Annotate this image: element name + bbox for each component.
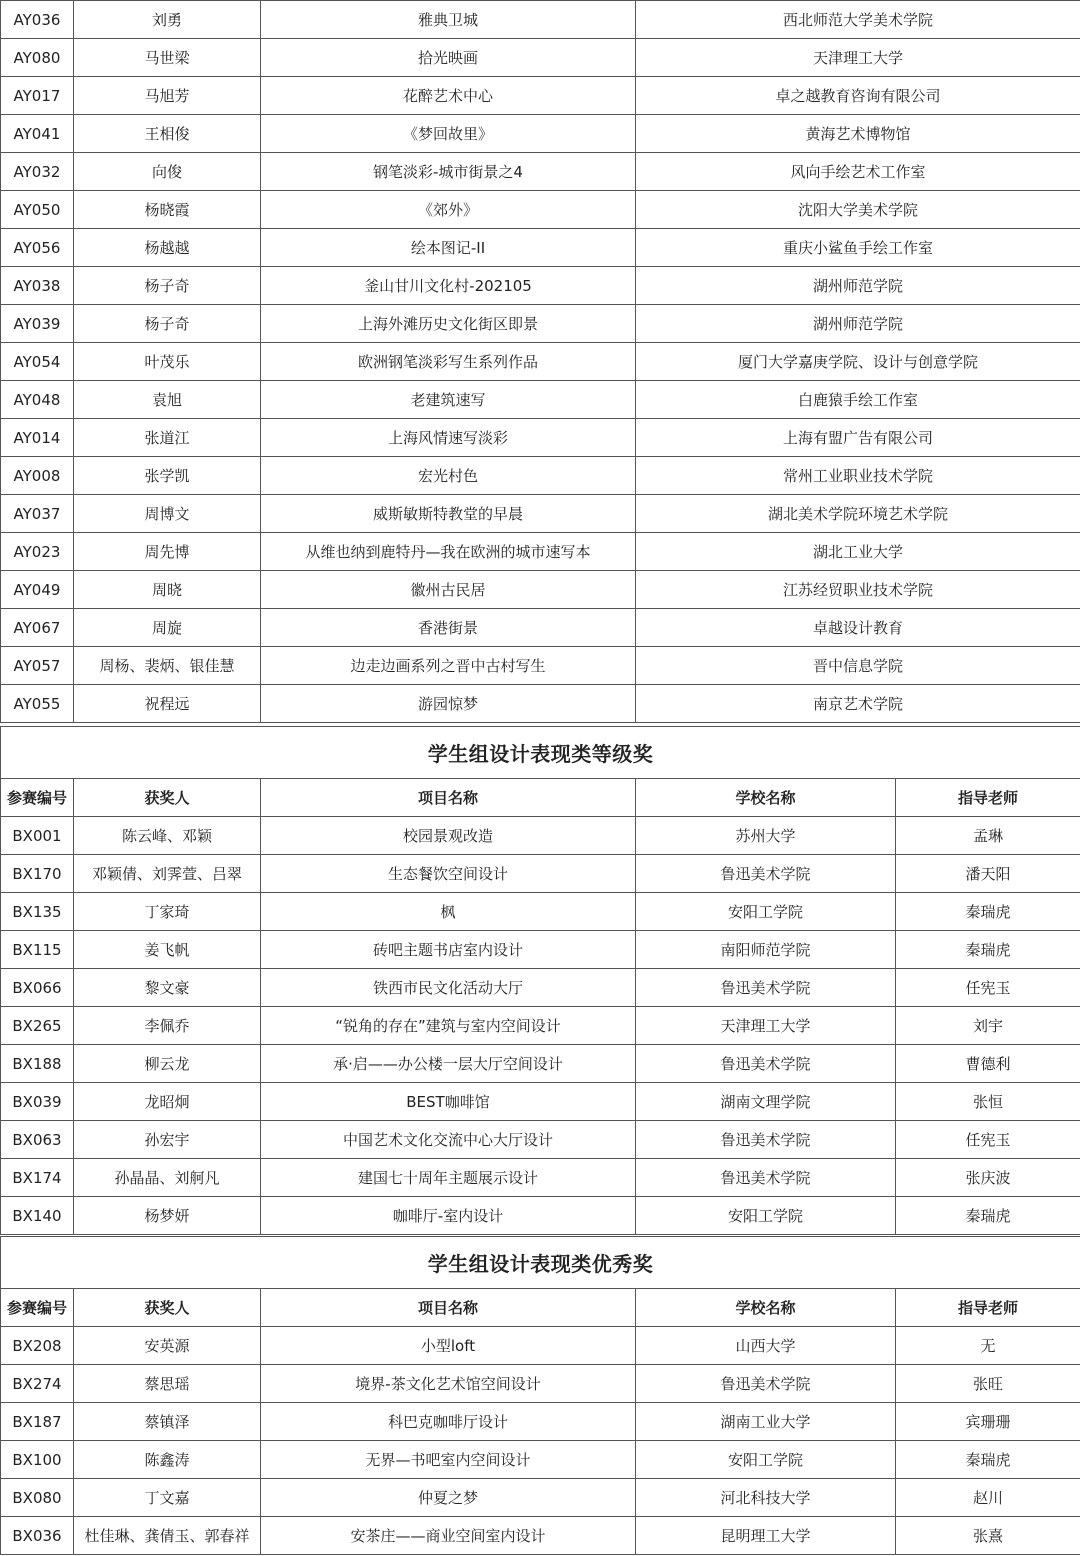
school-cell: 安阳工学院: [636, 1197, 896, 1235]
winner-cell: 王相俊: [74, 115, 261, 153]
winner-cell: 杨梦妍: [74, 1197, 261, 1235]
header-advisor: 指导老师: [896, 1289, 1080, 1327]
entry-id-cell: AY067: [1, 609, 74, 647]
school-cell: 黄海艺术博物馆: [636, 115, 1080, 153]
winner-cell: 蔡思瑶: [74, 1365, 261, 1403]
school-cell: 沈阳大学美术学院: [636, 191, 1080, 229]
table-row: [1, 39, 1080, 77]
school-cell: 鲁迅美术学院: [636, 1365, 896, 1403]
school-cell: 天津理工大学: [636, 39, 1080, 77]
school-cell: 湖南工业大学: [636, 1403, 896, 1441]
winner-cell: 丁文嘉: [74, 1479, 261, 1517]
advisor-cell: 任宪玉: [896, 969, 1080, 1007]
entry-id-cell: BX140: [1, 1197, 74, 1235]
winner-cell: 陈云峰、邓颖: [74, 817, 261, 855]
project-cell: 小型loft: [261, 1327, 636, 1365]
table-row: [1, 1083, 1080, 1121]
entry-id-cell: BX187: [1, 1403, 74, 1441]
school-cell: 鲁迅美术学院: [636, 855, 896, 893]
project-cell: 咖啡厅-室内设计: [261, 1197, 636, 1235]
entry-id-cell: BX188: [1, 1045, 74, 1083]
entry-id-cell: AY057: [1, 647, 74, 685]
winner-cell: 柳云龙: [74, 1045, 261, 1083]
project-cell: “锐角的存在”建筑与室内空间设计: [261, 1007, 636, 1045]
entry-id-cell: AY014: [1, 419, 74, 457]
header-row: [1, 779, 1080, 817]
table-row: [1, 1197, 1080, 1235]
advisor-cell: 秦瑞虎: [896, 1197, 1080, 1235]
winner-cell: 周博文: [74, 495, 261, 533]
school-cell: 河北科技大学: [636, 1479, 896, 1517]
advisor-cell: 秦瑞虎: [896, 893, 1080, 931]
table-excellent-body: [1, 1237, 1080, 1555]
advisor-cell: 潘天阳: [896, 855, 1080, 893]
entry-id-cell: AY017: [1, 77, 74, 115]
table-row: [1, 1479, 1080, 1517]
table-row: [1, 817, 1080, 855]
winner-cell: 向俊: [74, 153, 261, 191]
school-cell: 鲁迅美术学院: [636, 1121, 896, 1159]
table-row: [1, 969, 1080, 1007]
school-cell: 重庆小鲨鱼手绘工作室: [636, 229, 1080, 267]
table-row: [1, 1159, 1080, 1197]
advisor-cell: 赵川: [896, 1479, 1080, 1517]
entry-id-cell: BX066: [1, 969, 74, 1007]
table-row: [1, 1121, 1080, 1159]
entry-id-cell: BX115: [1, 931, 74, 969]
table-row: [1, 305, 1080, 343]
entry-id-cell: AY080: [1, 39, 74, 77]
entry-id-cell: BX036: [1, 1517, 74, 1555]
header-entry-id: 参赛编号: [1, 779, 74, 817]
table-ay: [0, 0, 1080, 723]
school-cell: 苏州大学: [636, 817, 896, 855]
advisor-cell: 曹德利: [896, 1045, 1080, 1083]
winner-cell: 邓颖倩、刘霁萱、吕翠: [74, 855, 261, 893]
school-cell: 湖北工业大学: [636, 533, 1080, 571]
project-cell: 雅典卫城: [261, 1, 636, 39]
project-cell: 欧洲钢笔淡彩写生系列作品: [261, 343, 636, 381]
table-row: [1, 495, 1080, 533]
header-winner: 获奖人: [74, 1289, 261, 1327]
advisor-cell: 无: [896, 1327, 1080, 1365]
winner-cell: 叶茂乐: [74, 343, 261, 381]
project-cell: 威斯敏斯特教堂的早晨: [261, 495, 636, 533]
project-cell: 承·启——办公楼一层大厅空间设计: [261, 1045, 636, 1083]
entry-id-cell: AY050: [1, 191, 74, 229]
project-cell: 枫: [261, 893, 636, 931]
project-cell: BEST咖啡馆: [261, 1083, 636, 1121]
entry-id-cell: AY048: [1, 381, 74, 419]
school-cell: 鲁迅美术学院: [636, 1045, 896, 1083]
header-row: [1, 1289, 1080, 1327]
project-cell: 边走边画系列之晋中古村写生: [261, 647, 636, 685]
entry-id-cell: BX135: [1, 893, 74, 931]
project-cell: 徽州古民居: [261, 571, 636, 609]
school-cell: 安阳工学院: [636, 1441, 896, 1479]
table-row: [1, 1441, 1080, 1479]
table-row: [1, 381, 1080, 419]
school-cell: 湖州师范学院: [636, 305, 1080, 343]
winner-cell: 安英源: [74, 1327, 261, 1365]
project-cell: 无界—书吧室内空间设计: [261, 1441, 636, 1479]
school-cell: 江苏经贸职业技术学院: [636, 571, 1080, 609]
winner-cell: 黎文豪: [74, 969, 261, 1007]
project-cell: 从维也纳到鹿特丹—我在欧洲的城市速写本: [261, 533, 636, 571]
header-project: 项目名称: [261, 1289, 636, 1327]
table-row: [1, 1365, 1080, 1403]
project-cell: 砖吧主题书店室内设计: [261, 931, 636, 969]
table-row: [1, 685, 1080, 723]
table-row: [1, 343, 1080, 381]
project-cell: 钢笔淡彩-城市街景之4: [261, 153, 636, 191]
table-row: [1, 191, 1080, 229]
table-row: [1, 1327, 1080, 1365]
entry-id-cell: BX170: [1, 855, 74, 893]
advisor-cell: 张熹: [896, 1517, 1080, 1555]
table-row: [1, 1007, 1080, 1045]
advisor-cell: 孟琳: [896, 817, 1080, 855]
advisor-cell: 秦瑞虎: [896, 931, 1080, 969]
header-project: 项目名称: [261, 779, 636, 817]
section-title-row: [1, 727, 1080, 779]
advisor-cell: 任宪玉: [896, 1121, 1080, 1159]
winner-cell: 张学凯: [74, 457, 261, 495]
school-cell: 南阳师范学院: [636, 931, 896, 969]
winner-cell: 祝程远: [74, 685, 261, 723]
winner-cell: 蔡镇泽: [74, 1403, 261, 1441]
table-row: [1, 609, 1080, 647]
winner-cell: 马旭芳: [74, 77, 261, 115]
project-cell: 绘本图记-II: [261, 229, 636, 267]
winner-cell: 杨晓霞: [74, 191, 261, 229]
entry-id-cell: BX001: [1, 817, 74, 855]
table-row: [1, 1403, 1080, 1441]
header-entry-id: 参赛编号: [1, 1289, 74, 1327]
school-cell: 湖州师范学院: [636, 267, 1080, 305]
project-cell: 宏光村色: [261, 457, 636, 495]
project-cell: 上海外滩历史文化街区即景: [261, 305, 636, 343]
table-row: [1, 229, 1080, 267]
school-cell: 常州工业职业技术学院: [636, 457, 1080, 495]
winner-cell: 杨子奇: [74, 305, 261, 343]
entry-id-cell: AY041: [1, 115, 74, 153]
school-cell: 卓越设计教育: [636, 609, 1080, 647]
entry-id-cell: AY056: [1, 229, 74, 267]
project-cell: 游园惊梦: [261, 685, 636, 723]
school-cell: 白鹿猿手绘工作室: [636, 381, 1080, 419]
school-cell: 昆明理工大学: [636, 1517, 896, 1555]
table-row: [1, 153, 1080, 191]
project-cell: 境界-茶文化艺术馆空间设计: [261, 1365, 636, 1403]
winner-cell: 周旋: [74, 609, 261, 647]
school-cell: 湖北美术学院环境艺术学院: [636, 495, 1080, 533]
table-row: [1, 571, 1080, 609]
advisor-cell: 张庆波: [896, 1159, 1080, 1197]
table-grade: [0, 726, 1080, 1235]
project-cell: 中国艺术文化交流中心大厅设计: [261, 1121, 636, 1159]
table-row: [1, 1517, 1080, 1555]
project-cell: 花醉艺术中心: [261, 77, 636, 115]
school-cell: 南京艺术学院: [636, 685, 1080, 723]
winner-cell: 陈鑫涛: [74, 1441, 261, 1479]
school-cell: 湖南文理学院: [636, 1083, 896, 1121]
project-cell: 香港街景: [261, 609, 636, 647]
entry-id-cell: BX080: [1, 1479, 74, 1517]
project-cell: 生态餐饮空间设计: [261, 855, 636, 893]
school-cell: 晋中信息学院: [636, 647, 1080, 685]
entry-id-cell: BX100: [1, 1441, 74, 1479]
entry-id-cell: AY054: [1, 343, 74, 381]
entry-id-cell: BX274: [1, 1365, 74, 1403]
winner-cell: 孙晶晶、刘舸凡: [74, 1159, 261, 1197]
entry-id-cell: AY036: [1, 1, 74, 39]
table-row: [1, 931, 1080, 969]
project-cell: 釜山甘川文化村-202105: [261, 267, 636, 305]
school-cell: 山西大学: [636, 1327, 896, 1365]
winner-cell: 姜飞帆: [74, 931, 261, 969]
winner-cell: 张道江: [74, 419, 261, 457]
table-row: [1, 267, 1080, 305]
project-cell: 科巴克咖啡厅设计: [261, 1403, 636, 1441]
table-ay-body: [1, 1, 1080, 723]
section-title: 学生组设计表现类等级奖: [1, 727, 1080, 779]
table-row: [1, 893, 1080, 931]
project-cell: 建国七十周年主题展示设计: [261, 1159, 636, 1197]
project-cell: 老建筑速写: [261, 381, 636, 419]
table-row: [1, 1, 1080, 39]
advisor-cell: 张旺: [896, 1365, 1080, 1403]
school-cell: 上海有盟广告有限公司: [636, 419, 1080, 457]
entry-id-cell: BX265: [1, 1007, 74, 1045]
winner-cell: 周杨、裴炳、银佳慧: [74, 647, 261, 685]
header-winner: 获奖人: [74, 779, 261, 817]
school-cell: 西北师范大学美术学院: [636, 1, 1080, 39]
entry-id-cell: AY032: [1, 153, 74, 191]
entry-id-cell: AY049: [1, 571, 74, 609]
school-cell: 厦门大学嘉庚学院、设计与创意学院: [636, 343, 1080, 381]
project-cell: 安茶庄——商业空间室内设计: [261, 1517, 636, 1555]
project-cell: 《梦回故里》: [261, 115, 636, 153]
table-excellent: [0, 1236, 1080, 1555]
project-cell: 校园景观改造: [261, 817, 636, 855]
section-title-row: [1, 1237, 1080, 1289]
entry-id-cell: AY038: [1, 267, 74, 305]
advisor-cell: 张恒: [896, 1083, 1080, 1121]
winner-cell: 龙昭炯: [74, 1083, 261, 1121]
winner-cell: 李佩乔: [74, 1007, 261, 1045]
table-row: [1, 533, 1080, 571]
entry-id-cell: BX039: [1, 1083, 74, 1121]
entry-id-cell: AY039: [1, 305, 74, 343]
project-cell: 仲夏之梦: [261, 1479, 636, 1517]
winner-cell: 刘勇: [74, 1, 261, 39]
winner-cell: 杨子奇: [74, 267, 261, 305]
header-school: 学校名称: [636, 779, 896, 817]
entry-id-cell: AY037: [1, 495, 74, 533]
table-row: [1, 77, 1080, 115]
entry-id-cell: AY008: [1, 457, 74, 495]
entry-id-cell: BX063: [1, 1121, 74, 1159]
school-cell: 鲁迅美术学院: [636, 1159, 896, 1197]
table-row: [1, 647, 1080, 685]
entry-id-cell: BX174: [1, 1159, 74, 1197]
school-cell: 安阳工学院: [636, 893, 896, 931]
project-cell: 拾光映画: [261, 39, 636, 77]
table-row: [1, 855, 1080, 893]
winner-cell: 丁家琦: [74, 893, 261, 931]
project-cell: 上海风情速写淡彩: [261, 419, 636, 457]
winner-cell: 周晓: [74, 571, 261, 609]
winner-cell: 袁旭: [74, 381, 261, 419]
winner-cell: 孙宏宇: [74, 1121, 261, 1159]
school-cell: 鲁迅美术学院: [636, 969, 896, 1007]
header-school: 学校名称: [636, 1289, 896, 1327]
advisor-cell: 宾珊珊: [896, 1403, 1080, 1441]
winner-cell: 杜佳琳、龚倩玉、郭春祥: [74, 1517, 261, 1555]
entry-id-cell: BX208: [1, 1327, 74, 1365]
winner-cell: 杨越越: [74, 229, 261, 267]
project-cell: 《郊外》: [261, 191, 636, 229]
school-cell: 天津理工大学: [636, 1007, 896, 1045]
school-cell: 风向手绘艺术工作室: [636, 153, 1080, 191]
winner-cell: 马世梁: [74, 39, 261, 77]
advisor-cell: 刘宇: [896, 1007, 1080, 1045]
table-row: [1, 115, 1080, 153]
entry-id-cell: AY023: [1, 533, 74, 571]
advisor-cell: 秦瑞虎: [896, 1441, 1080, 1479]
header-advisor: 指导老师: [896, 779, 1080, 817]
table-grade-body: [1, 727, 1080, 1235]
section-title: 学生组设计表现类优秀奖: [1, 1237, 1080, 1289]
entry-id-cell: AY055: [1, 685, 74, 723]
project-cell: 铁西市民文化活动大厅: [261, 969, 636, 1007]
winner-cell: 周先博: [74, 533, 261, 571]
table-row: [1, 419, 1080, 457]
school-cell: 卓之越教育咨询有限公司: [636, 77, 1080, 115]
table-row: [1, 457, 1080, 495]
table-row: [1, 1045, 1080, 1083]
